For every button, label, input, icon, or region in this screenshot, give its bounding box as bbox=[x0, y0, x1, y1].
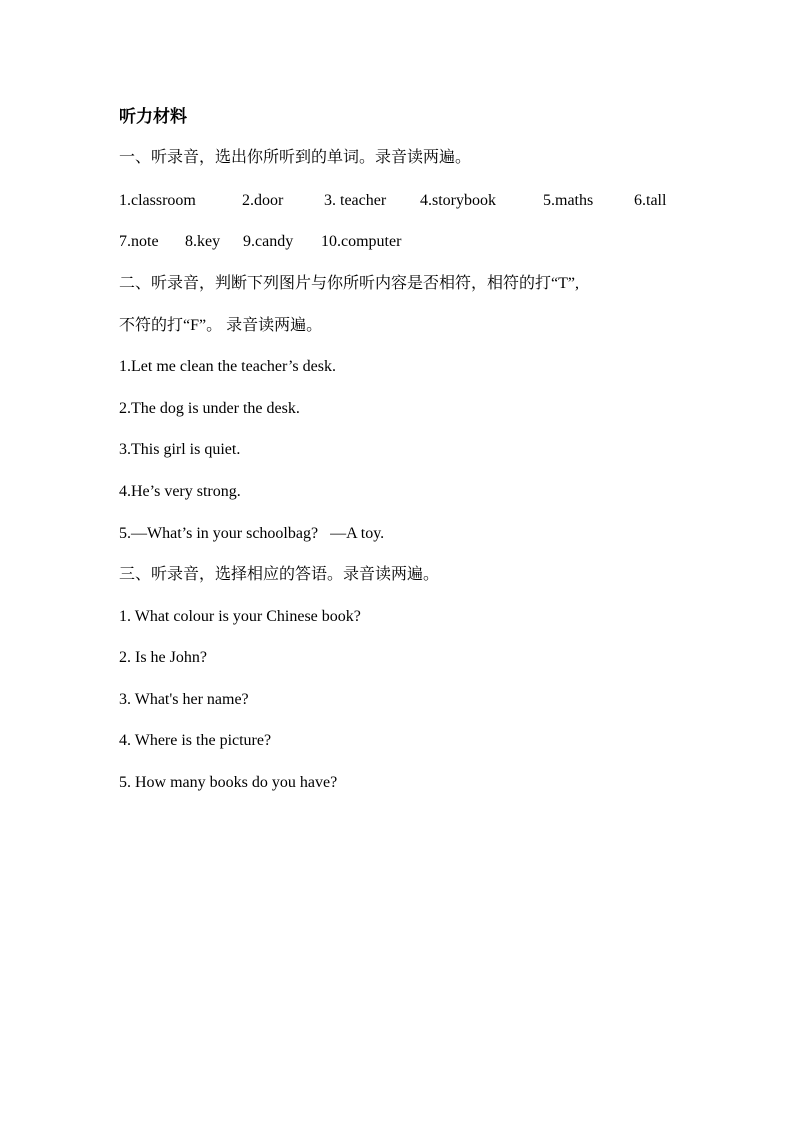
section2-item: 2.The dog is under the desk. bbox=[119, 400, 300, 417]
document-title: 听力材料 bbox=[119, 107, 187, 126]
section3-heading: 三、听录音，选择相应的答语。录音读两遍。 bbox=[119, 566, 440, 583]
section1-word-row-1 bbox=[119, 191, 719, 211]
section3-item: 5. How many books do you have? bbox=[119, 774, 338, 791]
word-item: 1.classroom bbox=[119, 192, 196, 209]
word-item: 7.note bbox=[119, 233, 159, 250]
section2-item: 3.This girl is quiet. bbox=[119, 441, 241, 458]
word-item: 5.maths bbox=[543, 192, 594, 209]
word-item: 8.key bbox=[185, 233, 221, 250]
section3-item: 3. What's her name? bbox=[119, 691, 249, 708]
section3-item: 1. What colour is your Chinese book? bbox=[119, 608, 361, 625]
section3-item: 2. Is he John? bbox=[119, 649, 207, 666]
word-item: 9.candy bbox=[243, 233, 294, 250]
section3-item: 4. Where is the picture? bbox=[119, 732, 272, 749]
section2-heading-line1: 二、听录音，判断下列图片与你所听内容是否相符，相符的打“T”, bbox=[119, 275, 579, 292]
word-item: 4.storybook bbox=[420, 192, 496, 209]
section2-item: 4.He’s very strong. bbox=[119, 483, 241, 500]
word-item: 2.door bbox=[242, 192, 284, 209]
section2-item: 5.—What’s in your schoolbag? —A toy. bbox=[119, 525, 385, 542]
word-item: 10.computer bbox=[321, 233, 402, 250]
section2-item: 1.Let me clean the teacher’s desk. bbox=[119, 358, 336, 375]
section2-heading-line2: 不符的打“F”。 录音读两遍。 bbox=[119, 317, 323, 334]
word-item: 6.tall bbox=[634, 192, 667, 209]
section1-word-row-2 bbox=[119, 232, 719, 252]
section1-heading: 一、听录音，选出你所听到的单词。录音读两遍。 bbox=[119, 149, 472, 166]
word-item: 3. teacher bbox=[324, 192, 387, 209]
